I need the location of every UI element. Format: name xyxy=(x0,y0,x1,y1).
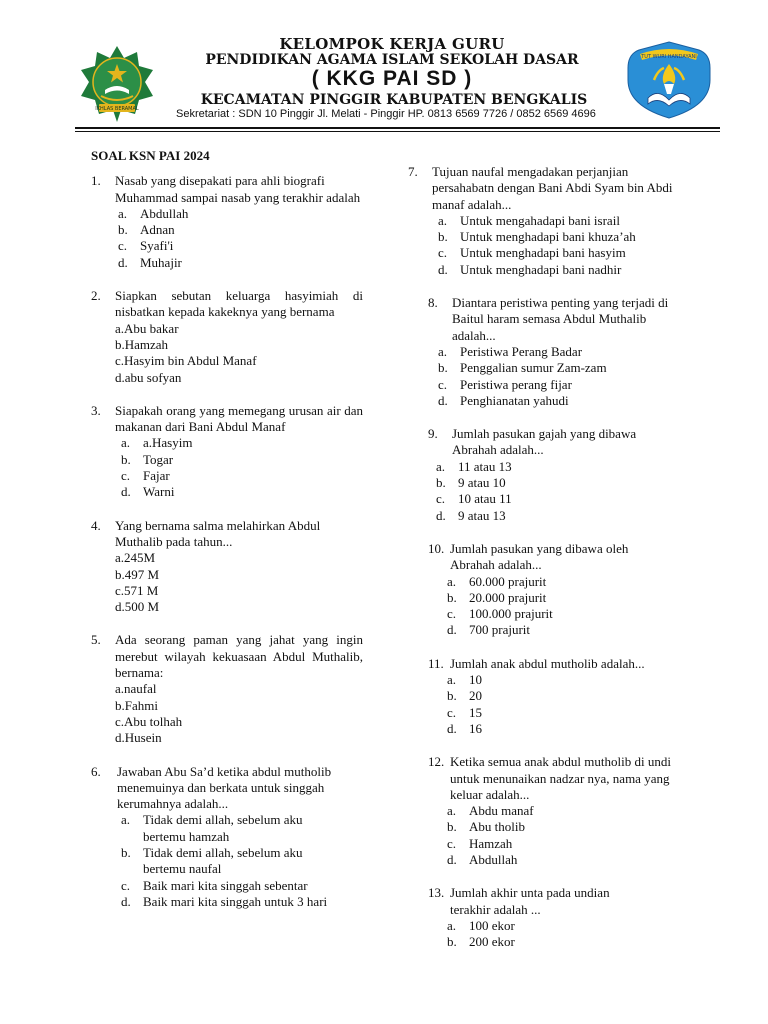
tut-wuri-handayani-logo-icon xyxy=(624,40,714,120)
question-text: Ada seorang paman yang jahat yang ingin merebut wilayah kekuasaan Abdul Muthalib, bernama: xyxy=(115,632,363,681)
option-a: a. Abdullah xyxy=(118,205,189,221)
question-number: 2. xyxy=(91,288,101,304)
document-title: SOAL KSN PAI 2024 xyxy=(91,148,210,163)
option-d: d. Untuk menghadapi bani nadhir xyxy=(438,261,622,277)
option-b: b.497 M xyxy=(115,566,160,582)
question-number: 1. xyxy=(91,173,101,189)
option-a: a. a.Hasyim xyxy=(121,435,193,451)
option-d: d. 700 prajurit xyxy=(447,622,531,638)
option-d: d.Husein xyxy=(115,730,162,746)
option-c: c. Hamzah xyxy=(447,835,513,851)
question-text: Jumlah akhir unta pada undian terakhir adalah ... xyxy=(450,885,610,917)
option-c: c.Abu tolhah xyxy=(115,713,183,729)
option-c: c.Hasyim bin Abdul Manaf xyxy=(115,353,257,369)
header-line-4: KECAMATAN PINGGIR KABUPATEN BENGKALIS xyxy=(200,92,588,108)
question-text: Nasab yang disepakati para ahli biografi Muhammad sampai nasab yang terakhir adalah xyxy=(115,173,361,205)
option-d: d. Penghianatan yahudi xyxy=(438,392,569,408)
question-number: 9. xyxy=(428,426,438,442)
question-12 xyxy=(408,754,688,868)
header-line-2: PENDIDIKAN AGAMA ISLAM SEKOLAH DASAR xyxy=(205,52,579,68)
right-column xyxy=(408,164,688,967)
question-13 xyxy=(408,885,688,950)
option-b: b. Togar xyxy=(121,451,174,467)
question-text: Ketika semua anak abdul mutholib di undi untuk menunaikan nadzar nya, nama yang keluar adalah... xyxy=(450,754,671,802)
option-d: d. Baik mari kita singgah untuk 3 hari xyxy=(121,893,328,909)
option-d: d. 9 atau 13 xyxy=(436,507,506,523)
option-b: b. 200 ekor xyxy=(447,934,515,950)
option-c: c. Baik mari kita singgah sebentar xyxy=(121,877,308,893)
header-divider-thin xyxy=(75,131,720,132)
option-a: a. 10 xyxy=(447,672,482,688)
question-text: Diantara peristiwa penting yang terjadi di Baitul haram semasa Abdul Muthalib adalah... xyxy=(452,295,669,343)
option-a: a. Peristiwa Perang Badar xyxy=(438,343,583,359)
option-c: c. Fajar xyxy=(121,468,170,484)
option-c: c. 15 xyxy=(447,704,482,720)
option-b: b. Tidak demi allah, sebelum aku bertemu naufal xyxy=(121,844,303,877)
svg-text:TUT WURI HANDAYANI: TUT WURI HANDAYANI xyxy=(641,54,697,60)
question-1 xyxy=(91,173,363,271)
question-9 xyxy=(408,426,688,524)
option-b: b.Hamzah xyxy=(115,336,169,352)
option-c: c. Syafi'i xyxy=(118,238,174,254)
question-text: Jumlah pasukan yang dibawa oleh Abrahah adalah... xyxy=(450,540,629,573)
question-text: Jumlah anak abdul mutholib adalah... xyxy=(450,655,645,671)
option-c: c. 100.000 prajurit xyxy=(447,606,553,622)
question-text: Jumlah pasukan gajah yang dibawa Abrahah adalah... xyxy=(452,426,637,458)
option-a: a. Abdu manaf xyxy=(447,803,534,819)
option-c: c. Untuk menghadapi bani hasyim xyxy=(438,245,626,261)
left-column xyxy=(91,148,363,927)
question-number: 7. xyxy=(408,164,418,179)
question-6 xyxy=(91,764,363,911)
option-a: a. 60.000 prajurit xyxy=(447,573,547,589)
option-b: b. Penggalian sumur Zam-zam xyxy=(438,360,607,376)
question-text: Siapakah orang yang memegang urusan air dan makanan dari Bani Abdul Manaf xyxy=(115,402,363,435)
header-line-3: ( KKG PAI SD ) xyxy=(311,67,473,90)
option-b: b. 20.000 prajurit xyxy=(447,589,547,605)
option-a: a.Abu bakar xyxy=(115,320,179,336)
option-c: c.571 M xyxy=(115,582,159,598)
question-number: 8. xyxy=(428,295,438,311)
option-a: a. Untuk mengahadapi bani israil xyxy=(438,212,620,228)
question-number: 13. xyxy=(428,885,445,901)
option-a: a. Tidak demi allah, sebelum aku bertemu hamzah xyxy=(121,812,303,844)
option-b: b. 20 xyxy=(447,688,482,704)
question-number: 5. xyxy=(91,632,101,648)
header-address: Sekretariat : SDN 10 Pinggir Jl. Melati - Pinggir HP. 0813 6569 7726 / 0852 6569 4696 xyxy=(176,108,596,120)
question-number: 6. xyxy=(91,763,101,779)
option-a: a. 100 ekor xyxy=(447,917,515,933)
option-a: a.245M xyxy=(115,550,156,566)
question-10 xyxy=(408,541,688,639)
question-3 xyxy=(91,403,363,501)
header-line-1: KELOMPOK KERJA GURU xyxy=(279,35,505,53)
svg-text:IKHLAS BERAMAL: IKHLAS BERAMAL xyxy=(95,106,139,112)
option-d: d. Warni xyxy=(121,484,175,500)
option-b: b.Fahmi xyxy=(115,697,158,713)
option-b: b. Untuk menghadapi bani khuza’ah xyxy=(438,229,636,245)
option-c: c. Peristiwa perang fijar xyxy=(438,376,572,392)
question-4 xyxy=(91,518,363,616)
question-text: Yang bernama salma melahirkan Abdul Muthalib pada tahun... xyxy=(115,517,321,549)
question-number: 3. xyxy=(91,402,101,418)
option-d: d. 16 xyxy=(447,720,482,736)
question-11 xyxy=(408,656,688,737)
header-divider-thick xyxy=(75,127,720,129)
question-8 xyxy=(408,295,688,409)
option-d: d. Muhajir xyxy=(118,254,182,270)
question-7 xyxy=(408,164,688,278)
question-5 xyxy=(91,632,363,746)
question-2 xyxy=(91,288,363,386)
option-b: b. Adnan xyxy=(118,222,175,238)
question-number: 4. xyxy=(91,517,101,533)
option-b: b. 9 atau 10 xyxy=(436,475,506,491)
question-number: 12. xyxy=(428,754,445,770)
option-a: a. 11 atau 13 xyxy=(436,458,512,474)
question-text: Jawaban Abu Sa’d ketika abdul mutholib menemuinya dan berkata untuk singgah kerumahnya adalah... xyxy=(117,763,332,812)
question-text: Tujuan naufal mengadakan perjanjian persahabatn dengan Bani Abdi Syam bin Abdi manaf adalah... xyxy=(432,164,673,212)
option-c: c. 10 atau 11 xyxy=(436,491,512,507)
question-number: 11. xyxy=(428,655,444,671)
option-d: d.500 M xyxy=(115,599,160,615)
option-d: d.abu sofyan xyxy=(115,369,182,385)
question-text: Siapkan sebutan keluarga hasyimiah di nisbatkan kepada kakeknya yang bernama xyxy=(115,288,363,320)
option-d: d. Abdullah xyxy=(447,851,518,867)
question-number: 10. xyxy=(428,540,445,556)
option-a: a.naufal xyxy=(115,681,157,697)
letterhead xyxy=(0,0,768,135)
option-b: b. Abu tholib xyxy=(447,819,525,835)
